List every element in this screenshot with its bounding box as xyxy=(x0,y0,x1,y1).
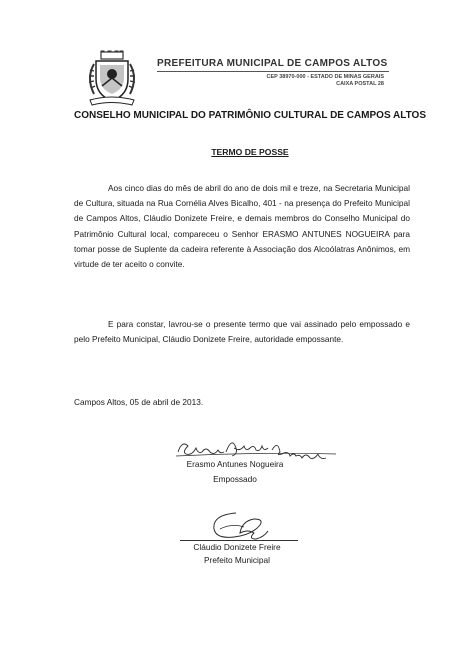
body-paragraph-1: Aos cinco dias do mês de abril do ano de dois mil e treze, na Secretaria Municipal de Cultura, situada na Rua Cornélia Alves Bicalho, 401 - na presença do Prefeito Municipal de Campos Altos, Cláudio Donizete Freire, e demais membros do Conselho Municipal do Patrimônio Cultural local, compareceu o Senhor ERASMO ANTUNES NOGUEIRA para tomar posse de Suplente da cadeira referente à Associação dos Alcoólatras Anônimos, em virtude de ter aceito o convite. xyxy=(74,183,410,270)
letterhead-address: CEP 38970-000 - ESTADO DE MINAS GERAIS xyxy=(266,74,384,80)
signer-name-prefeito: Cláudio Donizete Freire xyxy=(193,542,281,552)
signature-line xyxy=(180,540,298,541)
signer-name-empossado: Erasmo Antunes Nogueira xyxy=(186,459,284,469)
letterhead-divider xyxy=(157,71,389,72)
handwritten-signature-claudio xyxy=(206,507,272,543)
municipal-coat-of-arms xyxy=(84,50,140,108)
body-paragraph-2: E para constar, lavrou-se o presente termo que vai assinado pelo empossado e pelo Prefeito Municipal, Cláudio Donizete Freire, autoridade empossante. xyxy=(74,319,410,345)
signer-role-empossado: Empossado xyxy=(213,474,257,484)
council-heading: CONSELHO MUNICIPAL DO PATRIMÔNIO CULTURAL DE CAMPOS ALTOS xyxy=(73,110,427,121)
place-and-date: Campos Altos, 05 de abril de 2013. xyxy=(74,397,204,407)
handwritten-signature-erasmo xyxy=(174,438,342,460)
letterhead-postal-box: CAIXA POSTAL 28 xyxy=(336,81,384,87)
document-title: TERMO DE POSSE xyxy=(211,147,289,157)
signer-role-prefeito: Prefeito Municipal xyxy=(204,555,270,565)
letterhead-title: PREFEITURA MUNICIPAL DE CAMPOS ALTOS xyxy=(157,58,388,69)
